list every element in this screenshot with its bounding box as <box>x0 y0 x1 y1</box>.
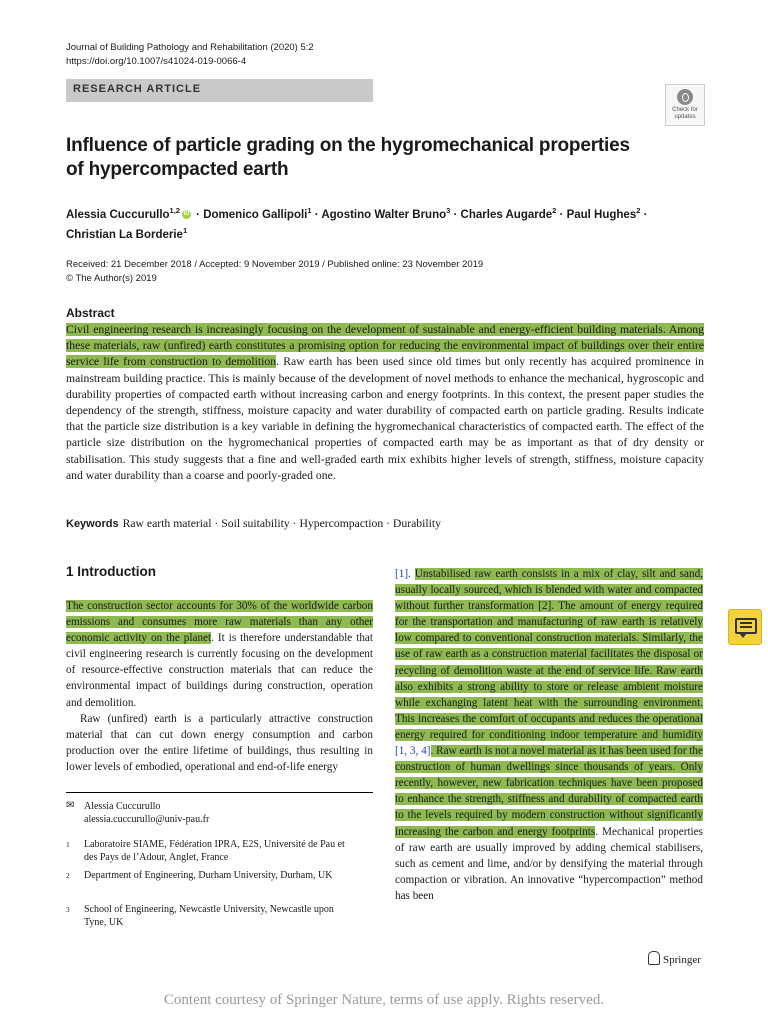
left-column <box>66 598 373 775</box>
courtesy-footer: Content courtesy of Springer Nature, terms of use apply. Rights reserved. <box>163 992 605 1008</box>
right-column <box>395 566 703 904</box>
publisher-name: Springer <box>663 954 701 966</box>
citation-link[interactable]: [1] <box>395 568 409 580</box>
paragraph-text: . It is therefore understandable that civil engineering research is currently focusing on the development of resource-effective construction materials that can reduce the environmental impact of buildings during construction, operation and demolition. <box>66 632 373 709</box>
check-for-updates-badge[interactable] <box>665 84 705 126</box>
corresponding-name: Alessia Cuccurullo <box>84 801 161 812</box>
affiliation-number: 3 <box>66 905 70 914</box>
author-affil: 1 <box>307 206 312 215</box>
springer-horse-icon <box>648 951 660 965</box>
comment-bubble <box>735 618 757 634</box>
article-type-label: RESEARCH ARTICLE <box>73 83 202 95</box>
title-line: Influence of particle grading on the hygromechanical properties <box>66 135 630 156</box>
journal-header <box>66 41 314 69</box>
paragraph <box>66 598 373 711</box>
article-type-banner <box>66 79 373 102</box>
author-affil: 2 <box>636 206 641 215</box>
comment-bubble-tail <box>739 633 747 638</box>
abstract-body <box>66 322 704 484</box>
affiliation-text: Laboratoire SIAME, Fédération IPRA, E2S, Université de Pau et des Pays de l’Adour, Anglet, France <box>84 839 345 863</box>
check-for-updates-icon <box>677 89 693 105</box>
orcid-icon[interactable]: iD <box>183 211 190 218</box>
publication-dates <box>66 258 483 286</box>
affiliation-text: School of Engineering, Newcastle University, Newcastle upon Tyne, UK <box>84 904 334 928</box>
doi-link[interactable]: https://doi.org/10.1007/s41024-019-0066-4 <box>66 56 247 67</box>
corresponding-email[interactable]: alessia.cuccurullo@univ-pau.fr <box>84 814 210 825</box>
author-name[interactable]: Christian La Borderie <box>66 228 183 241</box>
highlighted-text[interactable]: Civil engineering research is increasingly focusing on the development of sustainable and energy-efficient building materials. Among these materials, raw (unfired) earth constitutes a promising option for reducing the environmental impact of buildings over their entire service life from construction to demolition <box>66 323 704 369</box>
section-heading-introduction: 1 Introduction <box>66 564 156 579</box>
affiliation-number: 2 <box>66 871 70 880</box>
author-name[interactable]: Paul Hughes <box>566 208 637 221</box>
affiliation-text: Department of Engineering, Durham University, Durham, UK <box>84 870 333 881</box>
author-affil: 3 <box>446 206 451 215</box>
author-affil: 1 <box>182 225 188 235</box>
check-for-updates-label: Check for updates <box>672 107 698 120</box>
paragraph-text: . <box>408 568 415 580</box>
author-name[interactable]: Alessia Cuccurullo <box>66 208 170 221</box>
copyright-line: © The Author(s) 2019 <box>66 273 157 284</box>
author-name[interactable]: Domenico Gallipoli <box>203 208 308 221</box>
highlighted-text[interactable]: Unstabilised raw earth consists in a mix of clay, silt and sand, usually locally sourced, which is blended with water and compacted without further transformation [2]. The amount of energy required for the transportation and manufacturing of raw earth is relatively low compared to conventional construction materials. Similarly, the use of raw earth as a construction material facilitates the disposal or recycling of demolition waste at the end of service life. Raw earth also exhibits a strong ability to store or release ambient moisture while exchanging latent heat with the surrounding environment. This increases the comfort of occupants and reduces the operational energy required for conditioning indoor temperature and humidity <box>395 568 703 741</box>
highlighted-text[interactable]: . Raw earth is not a novel material as it has been used for the construction of human dwellings since thousands of years. Only recently, however, new fabrication techniques have been proposed to enhance the strength, stiffness and durability of compacted earth to the levels required by modern construction without significantly increasing the carbon and energy footprints <box>395 745 703 838</box>
dates-line: Received: 21 December 2018 / Accepted: 9 November 2019 / Published online: 23 November 2019 <box>66 259 484 270</box>
citation-link[interactable]: [1, 3, 4] <box>395 745 431 758</box>
comment-note-icon[interactable] <box>728 609 762 645</box>
journal-citation: Journal of Building Pathology and Rehabilitation (2020) 5:2 <box>66 42 314 53</box>
corresponding-author-footnote <box>66 800 356 826</box>
paper-title <box>66 134 686 182</box>
affiliation-footnote <box>66 869 356 882</box>
affiliation-footnote <box>66 903 356 929</box>
keywords-value: Raw earth material · Soil suitability · Hypercompaction · Durability <box>122 517 441 530</box>
keywords-line <box>66 516 704 532</box>
envelope-icon: ✉ <box>66 800 75 811</box>
paragraph-text: . Mechanical properties of raw earth are usually improved by adding chemical stabilisers, such as cement and lime, and/or by densifying the material through compaction or vibration. An innovative “hypercompaction” method has been <box>395 825 703 902</box>
keywords-label: Keywords <box>66 518 119 530</box>
publisher-logo <box>648 951 701 966</box>
author-name[interactable]: Agostino Walter Bruno <box>321 208 447 221</box>
abstract-rest: . Raw earth has been used since old times but only recently has acquired prominence in mainstream building practice. This is mainly because of the development of novel methods to enhance the mechanical, hygroscopic and durability properties of compacted earth without increasing carbon and energy footprints. In this context, the present paper studies the dependency of the strength, stiffness, moisture capacity and water durability of compacted earth on particle grading. Results indicate that the particle size distribution is a key variable in defining the hygromechanical characteristics of compacted earth. The effect of the particle size distribution on the hygromechanical properties of compacted earth may be as important as that of dry density or stabilisation. This study suggests that a fine and well-graded earth mix exhibits higher levels of strength, stiffness, moisture capacity and water durability than a coarse and poorly-graded one. <box>66 355 704 482</box>
affiliation-number: 1 <box>66 840 70 849</box>
author-affil: 1,2 <box>169 206 180 215</box>
affiliation-footnote <box>66 838 356 864</box>
paragraph: Raw (unfired) earth is a particularly attractive construction material that can cut down energy consumption and carbon production over the entire lifetime of buildings, thus resulting in lower levels of embodied, operational and end-of-life energy <box>66 712 373 773</box>
highlighted-text[interactable]: The construction sector accounts for 30% of the worldwide carbon emissions and consumes more raw materials than any other economic activity on the planet <box>66 600 373 645</box>
title-line: of hypercompacted earth <box>66 159 289 180</box>
author-name[interactable]: Charles Augarde <box>460 208 553 221</box>
footnote-divider <box>66 792 373 793</box>
author-list: Alessia Cuccurullo$^{1,2}$ iD · Domenico Gallipoli$^1$ · Agostino Walter Bruno$^3$ · Charles Augarde$^2$ · Paul Hughes$^2$ · Christian La Borderie$^1$ <box>66 206 648 241</box>
abstract-heading: Abstract <box>66 306 115 320</box>
author-affil: 2 <box>552 206 557 215</box>
